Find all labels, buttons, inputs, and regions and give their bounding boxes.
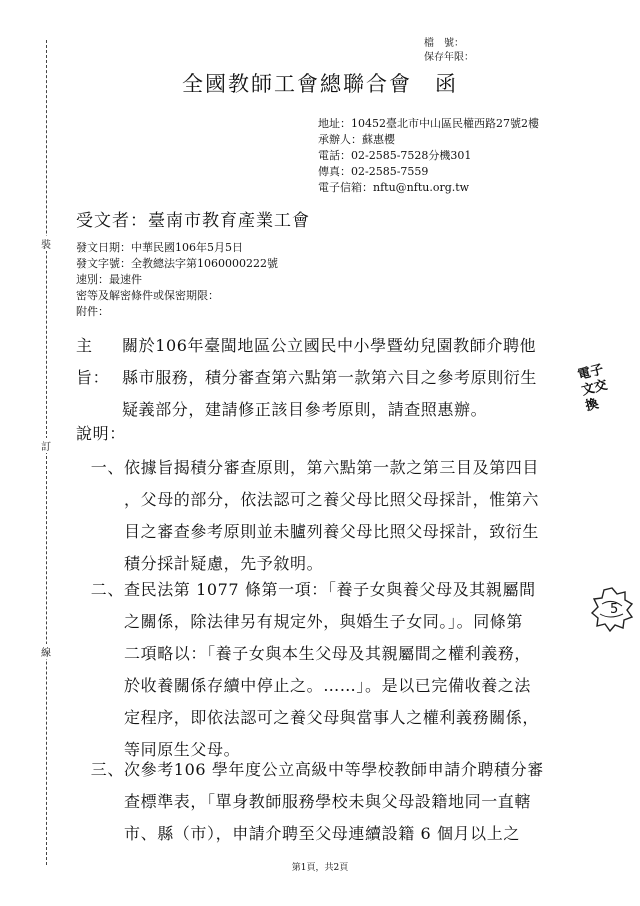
item-line: 市、縣（市），申請介聘至父母連續設籍 6 個月以上之 <box>124 824 520 843</box>
retention-label: 保存年限： <box>424 52 474 63</box>
stamp-line: 換 <box>583 396 601 415</box>
item-number: 二、 <box>90 580 124 599</box>
page-badge-number: 5 <box>610 602 619 617</box>
meta-block <box>76 240 456 320</box>
recipient: 受文者：臺南市教育產業工會 <box>76 211 310 231</box>
item-line: 之關係，除法律另有規定外，與婚生子女同。」。同條第 <box>124 612 524 631</box>
subject-label: 主旨： <box>76 336 110 387</box>
contact-address: 地址：10452臺北市中山區民權西路27號2樓 <box>318 117 539 130</box>
item-line: 查標準表，「單身教師服務學校未與父母設籍地同一直轄 <box>124 792 532 811</box>
subject-line: 縣市服務，積分審查第六點第一款第六目之參考原則衍生 <box>122 368 538 387</box>
item-line: 查民法第 1077 條第一項：「養子女與養父母及其親屬間 <box>124 580 536 599</box>
electronic-exchange-stamp <box>576 357 636 421</box>
stamp-line: 電子 <box>576 362 606 384</box>
file-number-label: 檔 號： <box>424 38 464 49</box>
item-line: 定程序，即依法認可之養父母與當事人之權利義務關係， <box>124 708 540 727</box>
item-line: 目之審查參考原則並未臚列養父母比照父母採計，致衍生 <box>124 522 540 541</box>
subject-line: 疑義部分，建請修正該目參考原則，請查照惠辦。 <box>122 400 488 419</box>
subject-text <box>122 330 562 426</box>
document-title: 全國教師工會總聯合會 函 <box>182 72 458 96</box>
issue-date: 發文日期：中華民國106年5月5日 <box>76 241 243 254</box>
speed-class: 速別：最速件 <box>76 273 142 286</box>
item-line: 積分採計疑慮，先予敘明。 <box>124 554 324 573</box>
binding-char-ding: 訂 <box>38 438 54 453</box>
item-number: 三、 <box>90 760 124 779</box>
page-badge-icon <box>590 586 634 632</box>
contact-handler: 承辦人：蘇惠櫻 <box>318 133 395 146</box>
binding-char-xian: 線 <box>38 644 54 659</box>
item-line: 二項略以：「養子女與本生父母及其親屬間之權利義務， <box>124 644 532 663</box>
explanation-label: 說明： <box>76 424 126 443</box>
item-line: 依據旨揭積分審查原則，第六點第一款之第三目及第四目 <box>124 458 540 477</box>
contact-email: 電子信箱：nftu@nftu.org.tw <box>318 181 470 194</box>
page-footer: 第1頁，共2頁 <box>291 863 349 873</box>
document-number: 發文字號：全教總法字第1060000222號 <box>76 257 278 270</box>
item-line: 等同原生父母。 <box>124 740 241 759</box>
item-line: 次參考106 學年度公立高級中等學校教師申請介聘積分審 <box>124 760 544 779</box>
binding-char-zhuang: 裝 <box>38 236 54 251</box>
stamp-line: 文交 <box>580 377 609 399</box>
subject-line: 關於106年臺閩地區公立國民中小學暨幼兒園教師介聘他 <box>122 336 537 355</box>
item-line: ，父母的部分，依法認可之養父母比照父母採計，惟第六 <box>124 490 540 509</box>
attachment: 附件： <box>76 305 109 318</box>
item-number: 一、 <box>90 458 124 477</box>
contact-block <box>318 116 618 196</box>
contact-fax: 傳真：02-2585-7559 <box>318 165 429 178</box>
item-line: 於收養關係存續中停止之。……」。是以已完備收養之法 <box>124 676 532 695</box>
secrecy-class: 密等及解密條件或保密期限： <box>76 289 219 302</box>
contact-phone: 電話：02-2585-7528分機301 <box>318 149 472 162</box>
